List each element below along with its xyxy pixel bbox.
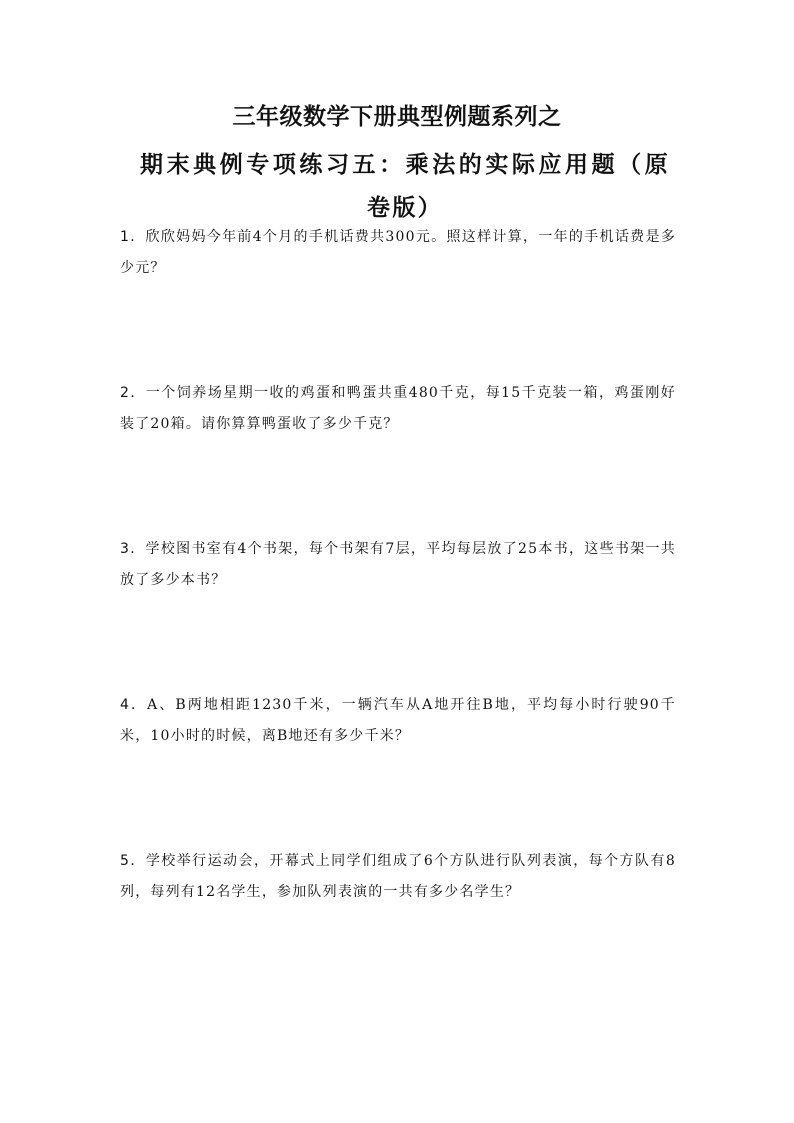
question-number: 4． <box>120 697 148 713</box>
question-text: 学校举行运动会，开幕式上同学们组成了6个方队进行队列表演，每个方队有8列，每列有12名学生，参加队列表演的一共有多少名学生？ <box>120 853 677 900</box>
question-1 <box>120 222 676 284</box>
question-5 <box>120 846 676 908</box>
page-subtitle: 期末典例专项练习五：乘法的实际应用题（原卷版） <box>140 151 670 221</box>
question-3 <box>120 534 676 596</box>
question-4 <box>120 690 676 752</box>
question-text: 学校图书室有4个书架，每个书架有7层，平均每层放了25本书，这些书架一共放了多少本书？ <box>120 541 677 588</box>
question-2 <box>120 378 676 440</box>
question-number: 1． <box>120 229 146 245</box>
page-title: 三年级数学下册典型例题系列之 <box>232 104 562 130</box>
question-number: 3． <box>120 541 146 557</box>
question-number: 5． <box>120 853 146 869</box>
question-text: A、B两地相距1230千米，一辆汽车从A地开往B地，平均每小时行驶90千米，10小时的时候，离B地还有多少千米？ <box>120 697 676 744</box>
question-number: 2． <box>120 385 146 401</box>
question-text: 一个饲养场星期一收的鸡蛋和鸭蛋共重480千克，每15千克装一箱，鸡蛋刚好装了20箱。请你算算鸭蛋收了多少千克？ <box>120 385 677 432</box>
question-text: 欣欣妈妈今年前4个月的手机话费共300元。照这样计算，一年的手机话费是多少元？ <box>120 229 676 276</box>
